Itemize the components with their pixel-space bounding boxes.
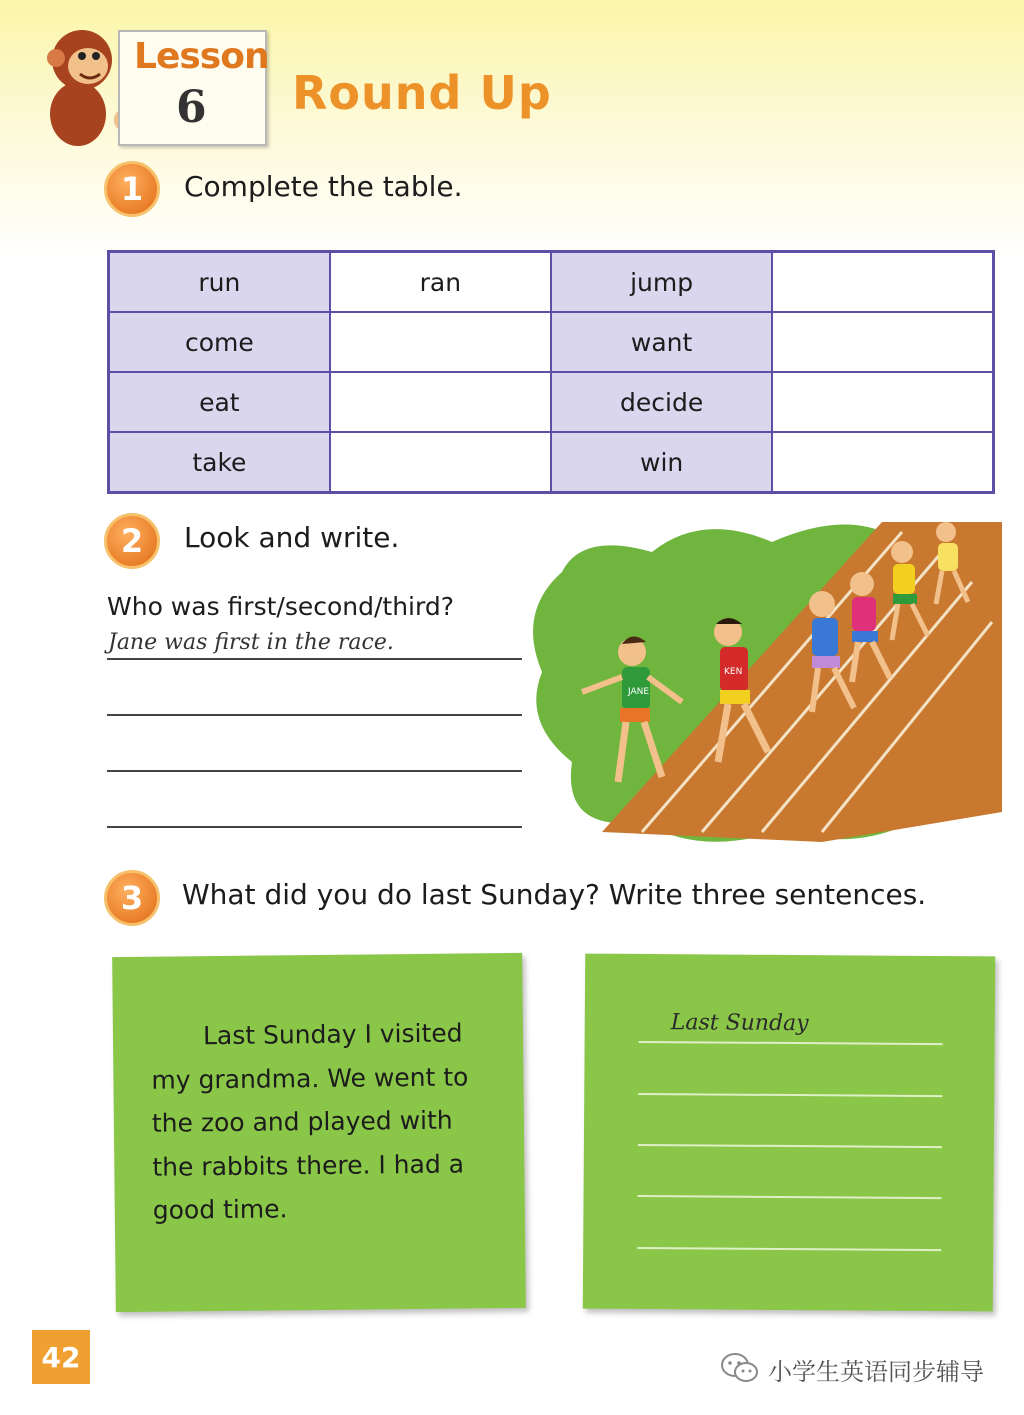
model-paragraph: Last Sunday I visited my grandma. We went to the zoo and played with the rabbits there. I had a good time. [151, 1018, 469, 1225]
writing-paper [583, 954, 995, 1312]
base-verb-cell: eat [109, 372, 330, 432]
past-tense-cell[interactable] [772, 252, 993, 313]
section-3-title: What did you do last Sunday? Write three sentences. [182, 878, 927, 911]
bib-ken: KEN [724, 667, 743, 677]
past-tense-cell[interactable] [330, 312, 551, 372]
section-1-title: Complete the table. [184, 170, 463, 203]
verb-table [107, 250, 995, 494]
bib-jane: JANE [628, 687, 650, 697]
writing-line[interactable] [637, 1247, 941, 1251]
lesson-badge [118, 30, 267, 146]
past-tense-cell[interactable] [772, 312, 993, 372]
table-row [109, 432, 994, 493]
writing-line[interactable] [638, 1093, 942, 1097]
writing-line[interactable] [638, 1144, 942, 1148]
table-row [109, 252, 994, 313]
base-verb-cell: take [109, 432, 330, 493]
page-number: 42 [32, 1330, 90, 1384]
past-tense-cell[interactable] [330, 372, 551, 432]
table-row [109, 372, 994, 432]
past-tense-cell[interactable]: ran [330, 252, 551, 313]
table-row [109, 312, 994, 372]
section-2-number: 2 [104, 513, 160, 569]
base-verb-cell: decide [551, 372, 772, 432]
lesson-number: 6 [176, 82, 207, 133]
past-tense-cell[interactable] [772, 372, 993, 432]
answer-line[interactable] [107, 826, 522, 828]
base-verb-cell: run [109, 252, 330, 313]
base-verb-cell: come [109, 312, 330, 372]
base-verb-cell: jump [551, 252, 772, 313]
race-question: Who was first/second/third? [107, 592, 454, 621]
watermark: 小学生英语同步辅导 [768, 1358, 984, 1386]
base-verb-cell: win [551, 432, 772, 493]
writing-line[interactable] [639, 1041, 943, 1045]
wechat-icon [720, 1352, 760, 1384]
answer-line[interactable] [107, 770, 522, 772]
model-paper [112, 953, 526, 1312]
section-1-number: 1 [104, 161, 160, 217]
answer-line [107, 658, 522, 660]
lesson-label: Lesson [134, 36, 269, 77]
writing-line[interactable] [638, 1195, 942, 1199]
answer-line[interactable] [107, 714, 522, 716]
section-2-title: Look and write. [184, 521, 400, 554]
past-tense-cell[interactable] [772, 432, 993, 493]
writing-start: Last Sunday [670, 1010, 809, 1037]
section-3-number: 3 [104, 870, 160, 926]
sample-answer: Jane was first in the race. [108, 630, 394, 655]
race-illustration [522, 512, 1002, 846]
base-verb-cell: want [551, 312, 772, 372]
page-title: Round Up [292, 66, 552, 120]
past-tense-cell[interactable] [330, 432, 551, 493]
